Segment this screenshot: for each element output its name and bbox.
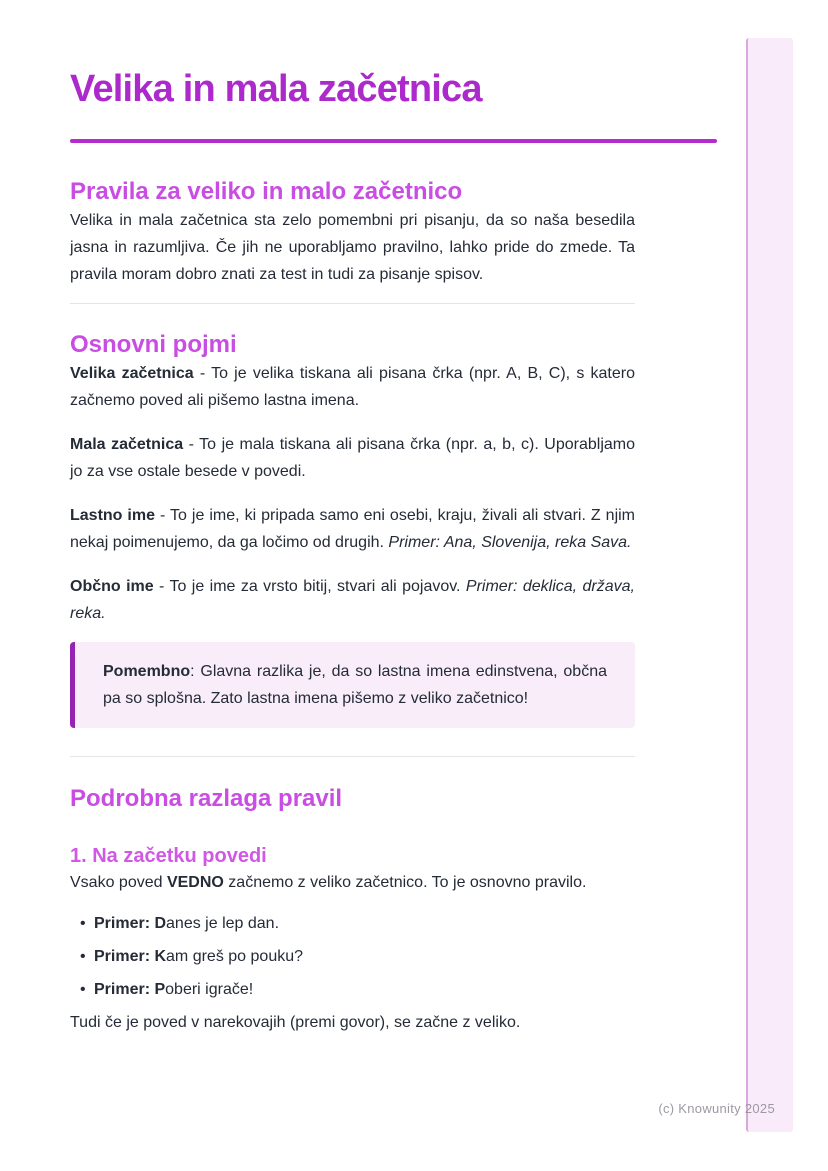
example-text: Primer: Poberi igrače! — [94, 981, 254, 998]
section-heading-osnovni-pojmi: Osnovni pojmi — [70, 331, 237, 358]
important-callout-text: Pomembno: Glavna razlika je, da so lastna imena edinstvena, občna pa so splošna. Zato lastna imena pišemo z veliko začetnico! — [103, 663, 607, 707]
section-heading-podrobna: Podrobna razlaga pravil — [70, 785, 343, 812]
list-item — [70, 976, 635, 1003]
decorative-side-strip — [746, 38, 793, 1132]
document-content — [70, 0, 635, 1036]
rule-1-note: Tudi če je poved v narekovajih (premi govor), se začne z veliko. — [70, 1014, 521, 1031]
copyright-footer: (c) Knowunity 2025 — [658, 1101, 775, 1116]
page-title: Velika in mala začetnica — [70, 68, 482, 110]
section-heading-pravila: Pravila za veliko in malo začetnico — [70, 178, 463, 205]
example-list — [70, 910, 635, 1003]
definition-mala-zacetnica: Mala začetnica - To je mala tiskana ali pisana črka (npr. a, b, c). Uporabljamo jo za vse ostale besede v povedi. — [70, 436, 636, 480]
example-text: Primer: Kam greš po pouku? — [94, 948, 304, 965]
definition-velika-zacetnica: Velika začetnica - To je velika tiskana ali pisana črka (npr. A, B, C), s katero začnemo poved ali pišemo lastna imena. — [70, 365, 636, 409]
title-underline-rule — [70, 139, 717, 143]
bullet-icon: • — [80, 915, 86, 932]
intro-paragraph: Velika in mala začetnica sta zelo pomembni pri pisanju, da so naša besedila jasna in razumljiva. Če jih ne uporabljamo pravilno, lahko pride do zmede. Ta pravila moram dobro znati za test in tudi za pisanje spisov. — [70, 212, 635, 283]
list-item — [70, 943, 635, 970]
important-callout — [70, 642, 635, 728]
section-divider — [70, 303, 635, 304]
section-divider — [70, 756, 635, 757]
rule-1-intro: Vsako poved VEDNO začnemo z veliko začetnico. To je osnovno pravilo. — [70, 874, 587, 891]
subheading-rule-1: 1. Na začetku povedi — [70, 845, 267, 867]
bullet-icon: • — [80, 948, 86, 965]
definition-obcno-ime: Občno ime - To je ime za vrsto bitij, stvari ali pojavov. Primer: deklica, država, reka. — [70, 578, 636, 622]
example-text: Primer: Danes je lep dan. — [94, 915, 280, 932]
definition-lastno-ime: Lastno ime - To je ime, ki pripada samo eni osebi, kraju, živali ali stvari. Z njim nekaj poimenujemo, da ga ločimo od drugih. Primer: Ana, Slovenija, reka Sava. — [70, 507, 636, 551]
list-item — [70, 910, 635, 937]
bullet-icon: • — [80, 981, 86, 998]
